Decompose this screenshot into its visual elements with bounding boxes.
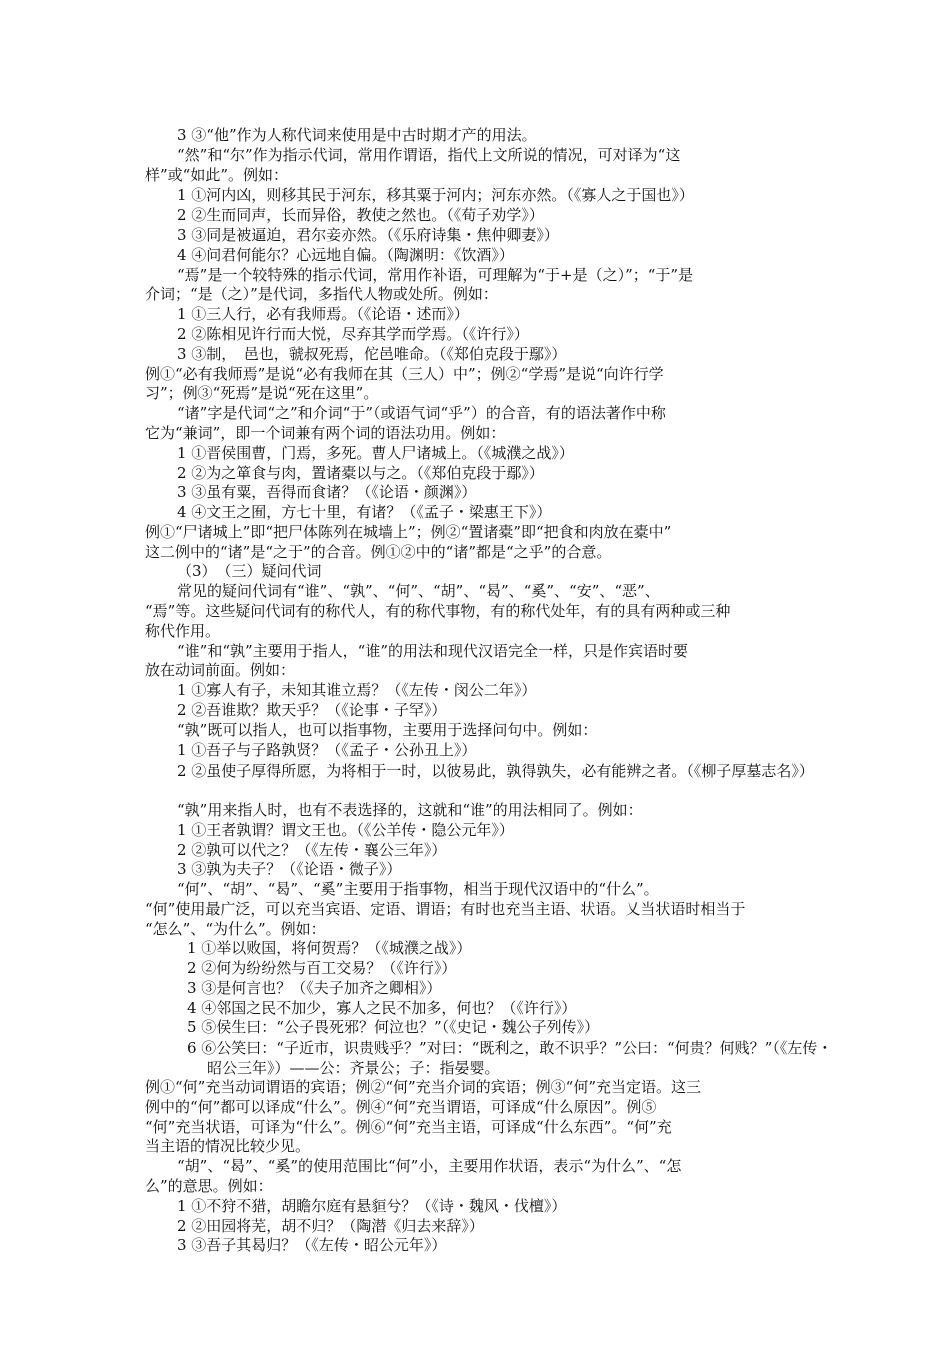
text-line: 3 ③制， 邑也，虢叔死焉，佗邑唯命。（《郑伯克段于鄢》） <box>177 345 567 363</box>
text-line: 4 ④文王之囿，方七十里，有诸？（《孟子・梁惠王下》） <box>177 503 552 521</box>
text-line: 习”；例③“死焉”是说“死在这里”。 <box>145 384 379 402</box>
text-line: 当主语的情况比较少见。 <box>145 1137 311 1155</box>
section-heading: （3） （三）疑问代词 <box>177 562 322 580</box>
text-line: 2 ②虽使子厚得所愿，为将相于一时，以彼易此，孰得孰失，必有能辨之者。（《柳子厚墓志名》） <box>177 762 814 780</box>
text-line: “诸”字是代词“之”和介词“于”（或语气词“乎”）的合音，有的语法著作中称 <box>177 404 666 422</box>
text-line: 1 ①不狩不猎，胡瞻尔庭有悬貆兮？（《诗・魏风・伐檀》） <box>177 1197 567 1215</box>
text-line: 2 ②陈相见许行而大悦，尽弃其学而学焉。（《许行》） <box>177 325 529 343</box>
text-line: 常见的疑问代词有“谁”、“孰”、“何”、“胡”、“曷”、“奚”、“安”、“恶”、 <box>177 582 660 600</box>
text-line: 6 ⑥公笑曰：“子近市，识贵贱乎？”对曰：“既利之，敢不识乎？”公曰：“何贵？何贱？”（《左传・昭公三年》）——公：齐景公；子：指晏婴。 <box>187 1039 833 1077</box>
text-line: 1 ①寡人有子，未知其谁立焉？（《左传・闵公二年》） <box>177 681 537 699</box>
text-line: 么”的意思。例如： <box>145 1177 273 1195</box>
text-line: 例①“何”充当动词谓语的宾语；例②“何”充当介词的宾语；例③“何”充当定语。这三 <box>145 1078 702 1096</box>
text-line: 2 ②吾谁欺？欺天乎？（《论事・子罕》） <box>177 701 447 719</box>
text-line: “胡”、“曷”、“奚”的使用范围比“何”小，主要用作状语，表示“为什么”、“怎 <box>177 1157 682 1175</box>
text-line: 1 ①河内凶，则移其民于河东，移其粟于河内；河东亦然。（《寡人之于国也》） <box>177 186 694 204</box>
text-line: 2 ②孰可以代之？（《左传・襄公三年》） <box>177 841 447 859</box>
text-line: 2 ②为之箪食与肉，置诸橐以与之。（《郑伯克段于鄢》） <box>177 464 544 482</box>
text-line: 3 ③是何言也？（《夫子加齐之卿相》） <box>187 979 442 997</box>
text-line: “何”充当状语，可译为“什么”。例⑥“何”充当主语，可译成“什么东西”。“何”充 <box>145 1118 672 1136</box>
text-line: 1 ①晋侯围曹，门焉，多死。曹人尸诸城上。（《城濮之战》） <box>177 444 574 462</box>
text-line: “然”和“尔”作为指示代词，常用作谓语，指代上文所说的情况，可对译为“这 <box>177 146 681 164</box>
text-line: “焉”是一个较特殊的指示代词，常用作补语，可理解为“于+是（之）”；“于”是 <box>177 266 694 284</box>
text-line: “孰”用来指人时，也有不表选择的，这就和“谁”的用法相同了。例如： <box>177 801 643 819</box>
text-line: 3 ③同是被逼迫，君尔妾亦然。（《乐府诗集・焦仲卿妻》） <box>177 226 559 244</box>
text-line: 2 ②何为纷纷然与百工交易？（《许行》） <box>187 959 457 977</box>
text-line: 放在动词前面。例如： <box>145 661 296 679</box>
text-line: 称代作用。 <box>145 622 221 640</box>
text-line: 它为“兼词”，即一个词兼有两个词的语法功用。例如： <box>145 424 506 442</box>
text-line: “谁”和“孰”主要用于指人，“谁”的用法和现代汉语完全一样，只是作宾语时要 <box>177 642 689 660</box>
text-line: 样”或“如此”。例如： <box>145 166 289 184</box>
text-line: 1 ①三人行，必有我师焉。（《论语・述而》） <box>177 305 469 323</box>
text-line: 1 ①王者孰谓？谓文王也。（《公羊传・隐公元年》） <box>177 821 514 839</box>
text-line: 5 ⑤侯生曰：“公子畏死邪？何泣也？”（《史记・魏公子列传》） <box>187 1018 600 1036</box>
text-line: 4 ④邻国之民不加少，寡人之民不加多，何也？（《许行》） <box>187 999 577 1017</box>
text-line: 2 ②田园将芜，胡不归？（陶潜《归去来辞》） <box>177 1217 484 1235</box>
text-line: 4 ④问君何能尔？心远地自偏。（陶渊明：《饮酒》） <box>177 246 514 264</box>
text-line: “何”使用最广泛，可以充当宾语、定语、谓语；有时也充当主语、状语。乂当状语时相当于 <box>145 900 746 918</box>
text-line: 2 ②生而同声，长而异俗，教使之然也。（《荀子劝学》） <box>177 206 544 224</box>
text-line: “怎么”、“为什么”。例如： <box>145 920 326 938</box>
text-line: 1 ①举以败国，将何贺焉？（《城濮之战》） <box>187 939 472 957</box>
text-line: 3 ③虽有粟，吾得而食诸？（《论语・颜渊》） <box>177 483 477 501</box>
text-line: 这二例中的“诸”是“之于”的合音。例①②中的“诸”都是“之乎”的合意。 <box>145 543 612 561</box>
text-line: 例①“必有我师焉”是说“必有我师在其（三人）中”；例②“学焉”是说“向许行学 <box>145 365 664 383</box>
text-line: 3 ③吾子其曷归？（《左传・昭公元年》） <box>177 1236 447 1254</box>
text-line: 3 ③“他”作为人称代词来使用是中古时期才产的用法。 <box>177 126 537 144</box>
text-line: 介词；“是（之）”是代词，多指代人物或处所。例如： <box>145 285 498 303</box>
text-line: “焉”等。这些疑问代词有的称代人，有的称代事物，有的称代处年，有的具有两种或三种 <box>145 602 731 620</box>
text-line: 3 ③孰为夫子？（《论语・微子》） <box>177 860 402 878</box>
text-line: 例①“尸诸城上”即“把尸体陈列在城墙上”；例②“置诸橐”即“把食和肉放在橐中” <box>145 523 672 541</box>
text-line: “何”、“胡”、“曷”、“奚”主要用于指事物，相当于现代汉语中的“什么”。 <box>177 880 659 898</box>
text-line: 1 ①吾子与子路孰贤？（《孟子・公孙丑上》） <box>177 741 477 759</box>
text-line: 例中的“何”都可以译成“什么”。例④“何”充当谓语，可译成“什么原因”。例⑤ <box>145 1098 657 1116</box>
text-line: “孰”既可以指人，也可以指事物，主要用于选择问句中。例如： <box>177 721 598 739</box>
